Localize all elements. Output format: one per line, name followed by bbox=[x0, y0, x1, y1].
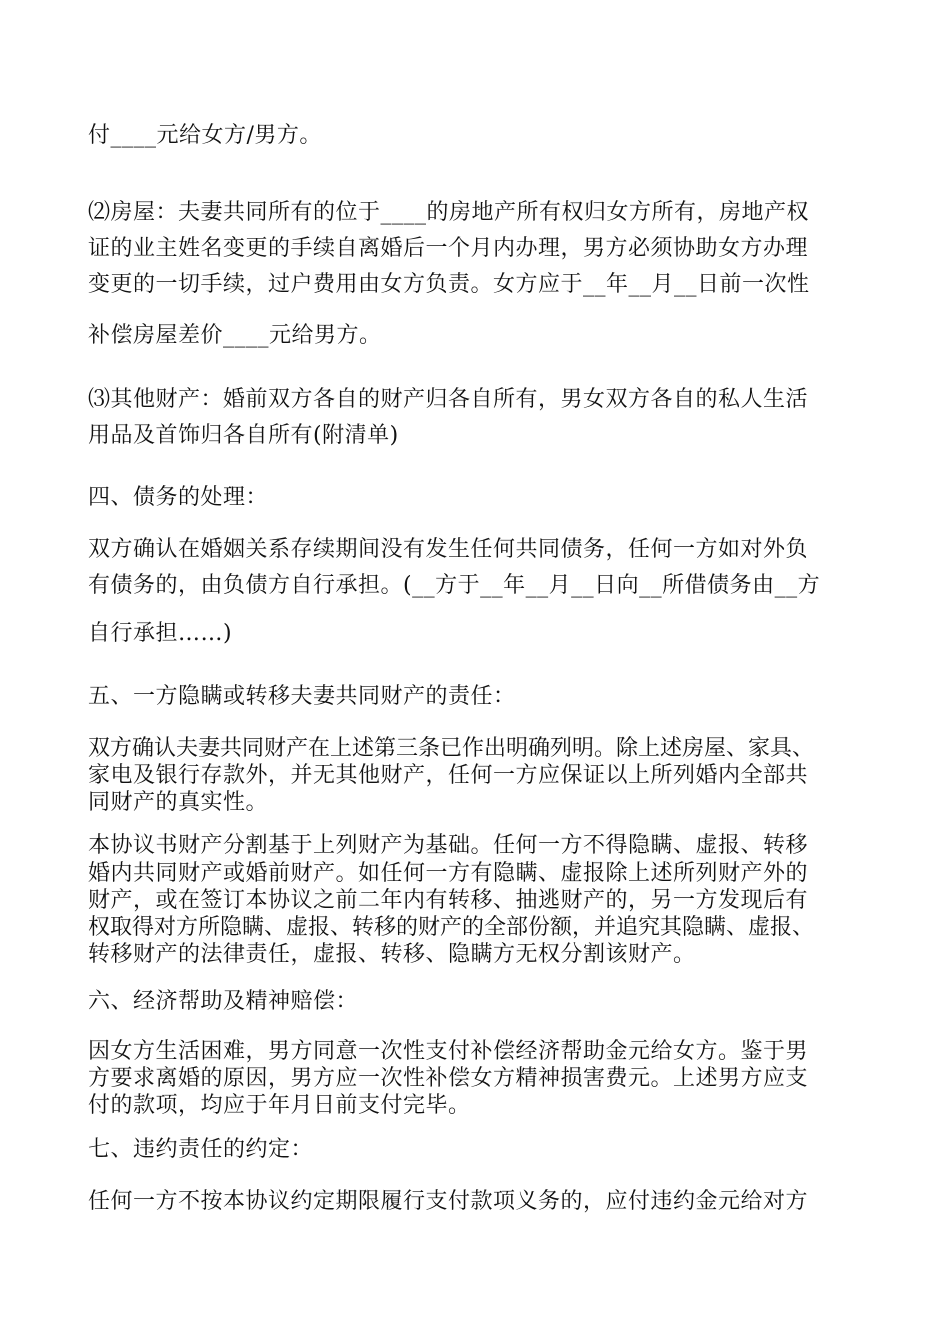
text-line: 付的款项，均应于年月日前支付完毕。 bbox=[88, 1093, 471, 1118]
text-line: 本协议书财产分割基于上列财产为基础。任何一方不得隐瞒、虚报、转移 bbox=[88, 833, 809, 858]
text-line: 因女方生活困难，男方同意一次性支付补偿经济帮助金元给女方。鉴于男 bbox=[88, 1039, 809, 1064]
text-line: 转移财产的法律责任，虚报、转移、隐瞒方无权分割该财产。 bbox=[88, 942, 696, 967]
section-heading: 四、债务的处理： bbox=[88, 485, 269, 510]
text-line: 双方确认夫妻共同财产在上述第三条已作出明确列明。除上述房屋、家具、 bbox=[88, 736, 815, 761]
text-line: 家电及银行存款外，并无其他财产，任何一方应保证以上所列婚内全部共 bbox=[88, 763, 809, 788]
text-line: 用品及首饰归各自所有(附清单) bbox=[88, 423, 399, 448]
text-line: 同财产的真实性。 bbox=[88, 790, 269, 815]
section-heading: 六、经济帮助及精神赔偿： bbox=[88, 989, 359, 1014]
text-line: 方要求离婚的原因，男方应一次性补偿女方精神损害费元。上述男方应支 bbox=[88, 1066, 809, 1091]
text-line: 有债务的，由负债方自行承担。(__方于__年__月__日向__所借债务由__方 bbox=[88, 573, 821, 598]
section-heading: 五、一方隐瞒或转移夫妻共同财产的责任： bbox=[88, 684, 516, 709]
text-line: 双方确认在婚姻关系存续期间没有发生任何共同债务，任何一方如对外负 bbox=[88, 537, 809, 562]
text-line: 财产，或在签订本协议之前二年内有转移、抽逃财产的，另一方发现后有 bbox=[88, 888, 809, 913]
text-line: ⑶其他财产：婚前双方各自的财产归各自所有，男女双方各自的私人生活 bbox=[88, 387, 809, 412]
text-line: 权取得对方所隐瞒、虚报、转移的财产的全部份额，并追究其隐瞒、虚报、 bbox=[88, 915, 815, 940]
text-line: 付____元给女方/男方。 bbox=[88, 123, 322, 148]
text-line: 补偿房屋差价____元给男方。 bbox=[88, 323, 382, 348]
text-line: 自行承担……) bbox=[88, 621, 233, 646]
section-heading: 七、违约责任的约定： bbox=[88, 1137, 314, 1162]
text-line: 证的业主姓名变更的手续自离婚后一个月内办理，男方必须协助女方办理 bbox=[88, 236, 809, 261]
text-line: 婚内共同财产或婚前财产。如任何一方有隐瞒、虚报除上述所列财产外的 bbox=[88, 861, 809, 886]
text-line: 变更的一切手续，过户费用由女方负责。女方应于__年__月__日前一次性 bbox=[88, 272, 810, 297]
text-line: ⑵房屋：夫妻共同所有的位于____的房地产所有权归女方所有，房地产权 bbox=[88, 200, 810, 225]
text-line: 任何一方不按本协议约定期限履行支付款项义务的，应付违约金元给对方 bbox=[88, 1189, 809, 1214]
